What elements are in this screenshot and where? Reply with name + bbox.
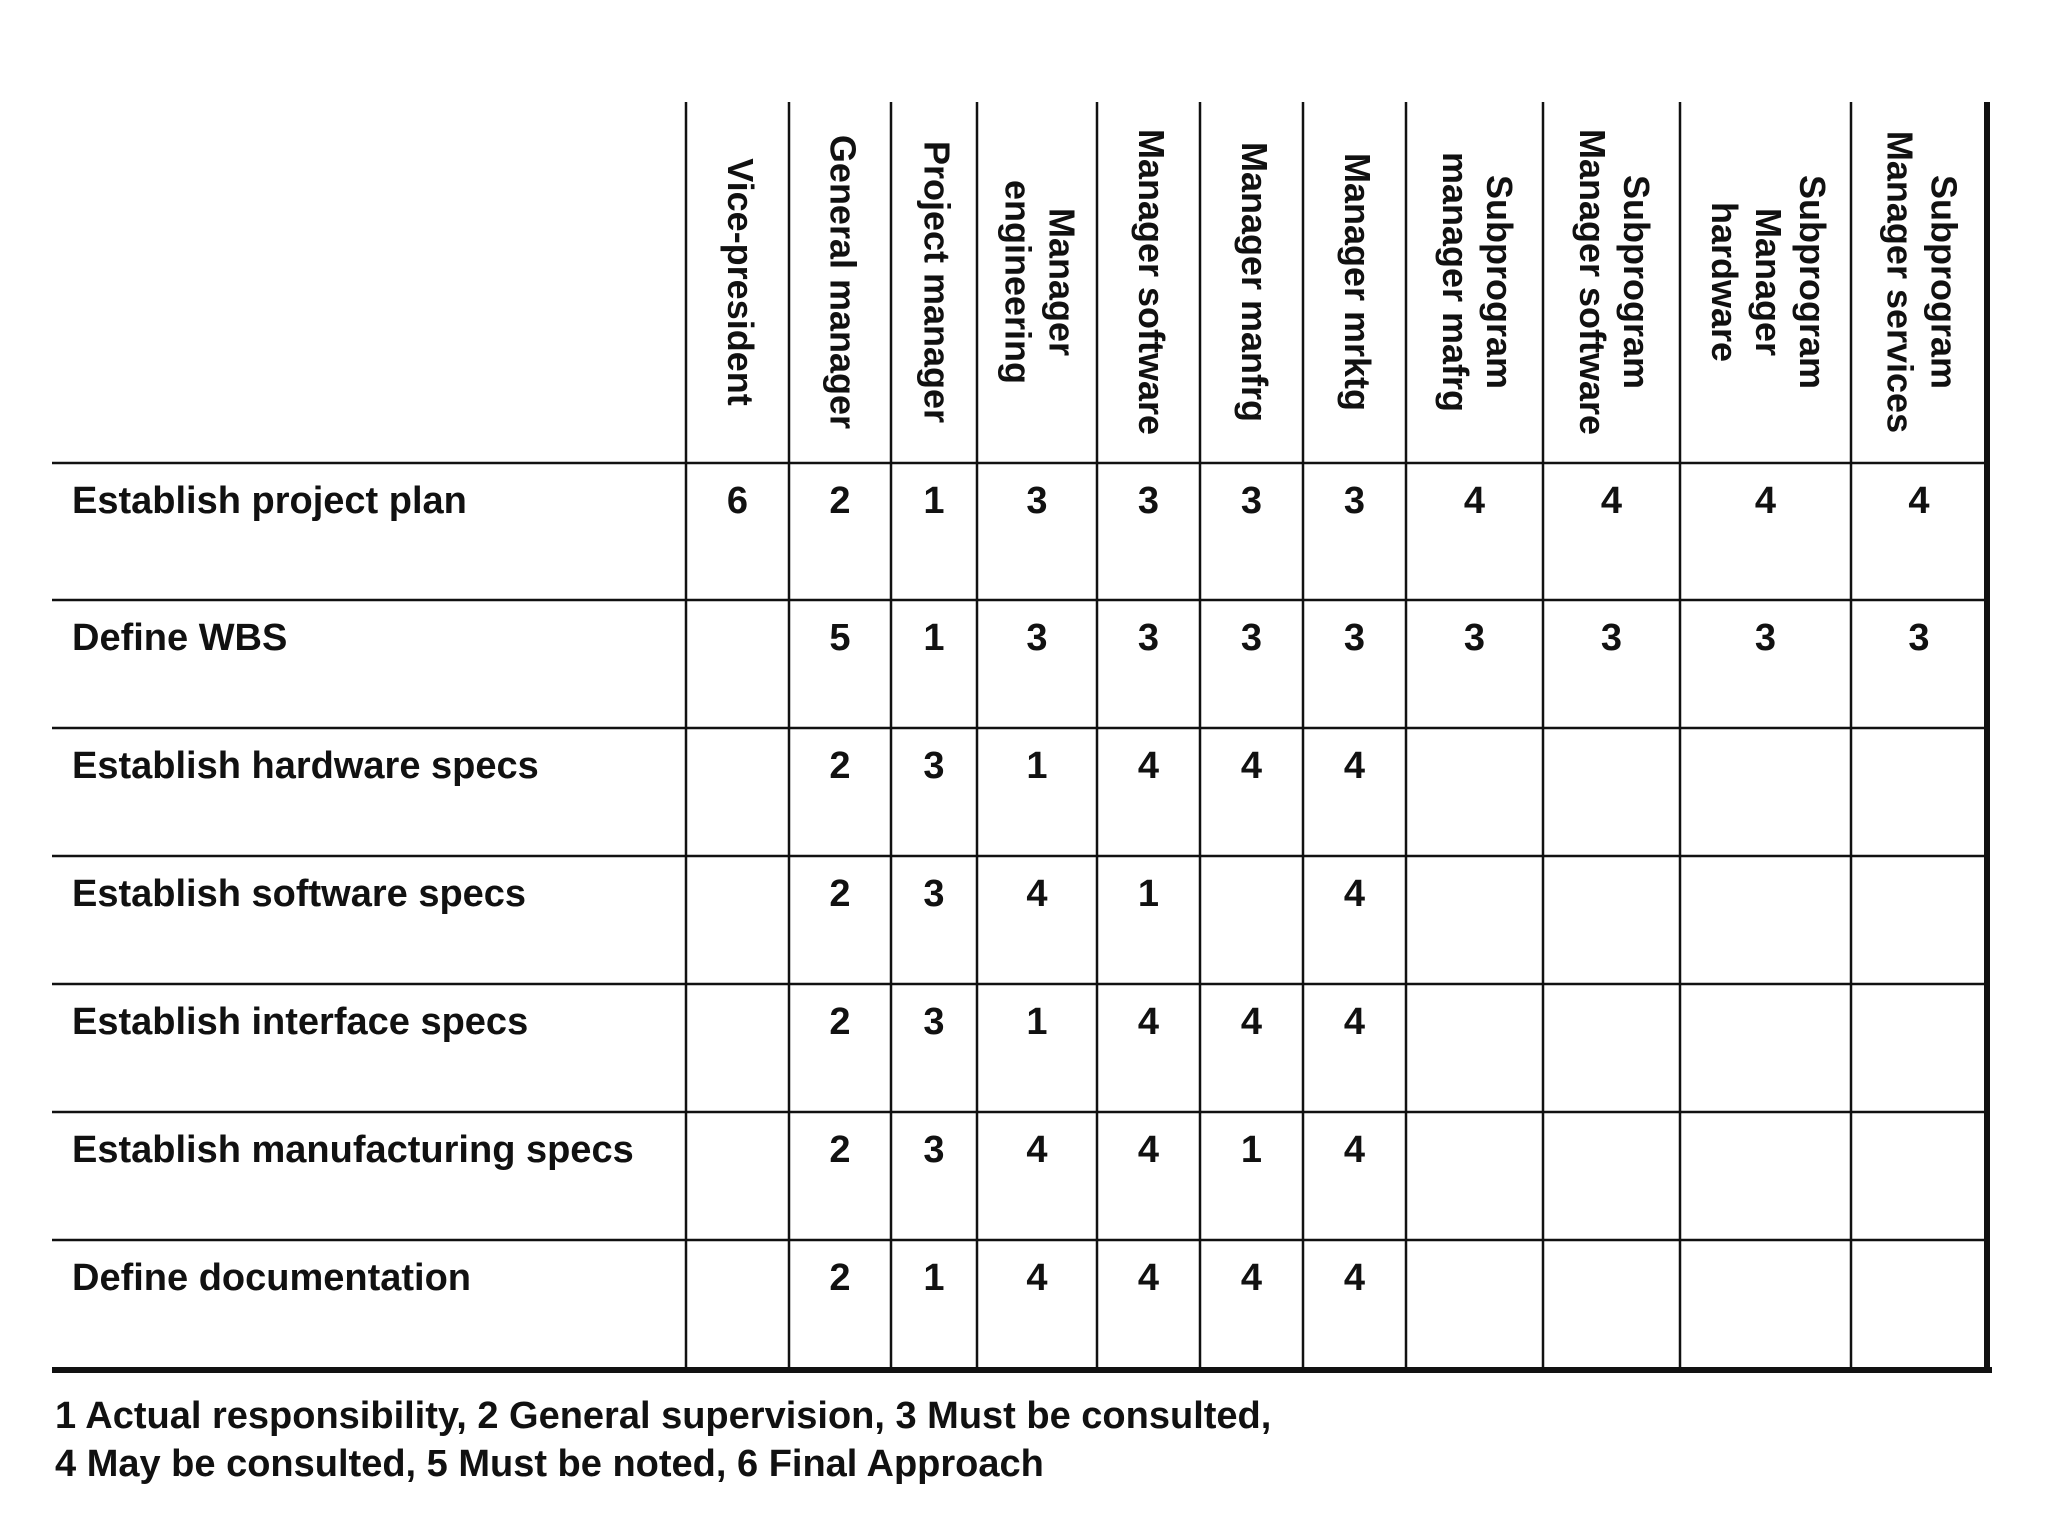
matrix-cell-value: 3	[1026, 617, 1048, 660]
legend-line-1: 1 Actual responsibility, 2 General supervision, 3 Must be consulted,	[55, 1395, 1272, 1437]
matrix-cell-value: 2	[829, 1257, 851, 1300]
matrix-cell-value: 4	[1026, 873, 1048, 916]
task-label: Define documentation	[72, 1257, 472, 1300]
matrix-cell-value: 1	[923, 617, 945, 660]
matrix-cell-value: 5	[829, 617, 851, 660]
matrix-cell-value: 4	[1240, 745, 1263, 788]
matrix-cell-value: 3	[1908, 617, 1930, 660]
matrix-cell-value: 4	[1343, 873, 1366, 916]
matrix-cell-value: 4	[1137, 745, 1160, 788]
matrix-cell-value: 2	[829, 480, 851, 523]
column-header-11: Manager services	[1879, 130, 1921, 434]
matrix-cell-value: 4	[1026, 1257, 1048, 1300]
column-header-11: Subprogram	[1923, 174, 1965, 390]
matrix-cell-value: 1	[923, 480, 945, 523]
matrix-cell-value: 3	[923, 873, 945, 916]
matrix-cell-value: 6	[726, 480, 749, 523]
matrix-cell-value: 4	[1343, 1129, 1366, 1172]
matrix-cell-value: 3	[1754, 617, 1777, 660]
matrix-cell-value: 3	[1343, 617, 1366, 660]
column-header-8: Subprogram	[1478, 174, 1520, 390]
matrix-cell-value: 4	[1908, 480, 1930, 523]
matrix-cell-value: 3	[923, 745, 945, 788]
column-header-10: hardware	[1703, 201, 1745, 363]
column-header-4: engineering	[997, 179, 1039, 385]
column-header-6: Manager manfrg	[1233, 141, 1275, 423]
column-header-1: Vice-president	[719, 158, 761, 406]
matrix-cell-value: 4	[1463, 480, 1486, 523]
column-header-9: Manager software	[1571, 128, 1613, 436]
matrix-cell-value: 4	[1343, 1257, 1366, 1300]
matrix-cell-value: 4	[1240, 1001, 1263, 1044]
column-header-9: Subprogram	[1615, 174, 1657, 390]
column-header-4: Manager	[1041, 207, 1083, 357]
matrix-cell-value: 2	[829, 873, 851, 916]
task-label: Establish software specs	[72, 873, 527, 916]
column-header-7: Manager mrktg	[1336, 152, 1378, 412]
matrix-cell-value: 3	[1463, 617, 1486, 660]
matrix-cell-value: 4	[1240, 1257, 1263, 1300]
task-label: Establish hardware specs	[72, 745, 539, 788]
task-label: Establish project plan	[72, 480, 467, 523]
matrix-cell-value: 3	[1137, 480, 1160, 523]
task-label: Establish manufacturing specs	[72, 1129, 634, 1172]
matrix-cell-value: 1	[1240, 1129, 1263, 1172]
matrix-cell-value: 3	[1137, 617, 1160, 660]
column-header-3: Project manager	[916, 140, 958, 424]
matrix-cell-value: 4	[1600, 480, 1623, 523]
matrix-cell-value: 3	[923, 1001, 945, 1044]
matrix-cell-value: 1	[1137, 873, 1160, 916]
column-header-8: manager mafrg	[1434, 151, 1476, 413]
legend-line-2: 4 May be consulted, 5 Must be noted, 6 Final Approach	[55, 1443, 1044, 1485]
matrix-cell-value: 3	[923, 1129, 945, 1172]
task-label: Define WBS	[72, 617, 288, 660]
column-header-2: General manager	[822, 134, 864, 430]
matrix-cell-value: 2	[829, 1129, 851, 1172]
matrix-cell-value: 4	[1026, 1129, 1048, 1172]
task-label: Establish interface specs	[72, 1001, 529, 1044]
matrix-cell-value: 3	[1240, 617, 1263, 660]
matrix-cell-value: 4	[1137, 1001, 1160, 1044]
column-header-10: Manager	[1747, 207, 1789, 357]
matrix-cell-value: 1	[1026, 745, 1048, 788]
matrix-cell-value: 4	[1137, 1129, 1160, 1172]
matrix-cell-value: 4	[1343, 745, 1366, 788]
matrix-cell-value: 2	[829, 1001, 851, 1044]
matrix-cell-value: 1	[923, 1257, 945, 1300]
matrix-cell-value: 4	[1343, 1001, 1366, 1044]
matrix-cell-value: 2	[829, 745, 851, 788]
matrix-cell-value: 4	[1754, 480, 1777, 523]
column-header-5: Manager software	[1130, 128, 1172, 436]
matrix-cell-value: 3	[1240, 480, 1263, 523]
matrix-cell-value: 3	[1343, 480, 1366, 523]
column-header-10: Subprogram	[1791, 174, 1833, 390]
matrix-cell-value: 3	[1026, 480, 1048, 523]
matrix-cell-value: 3	[1600, 617, 1623, 660]
legend	[55, 1392, 1271, 1488]
matrix-cell-value: 1	[1026, 1001, 1048, 1044]
matrix-cell-value: 4	[1137, 1257, 1160, 1300]
